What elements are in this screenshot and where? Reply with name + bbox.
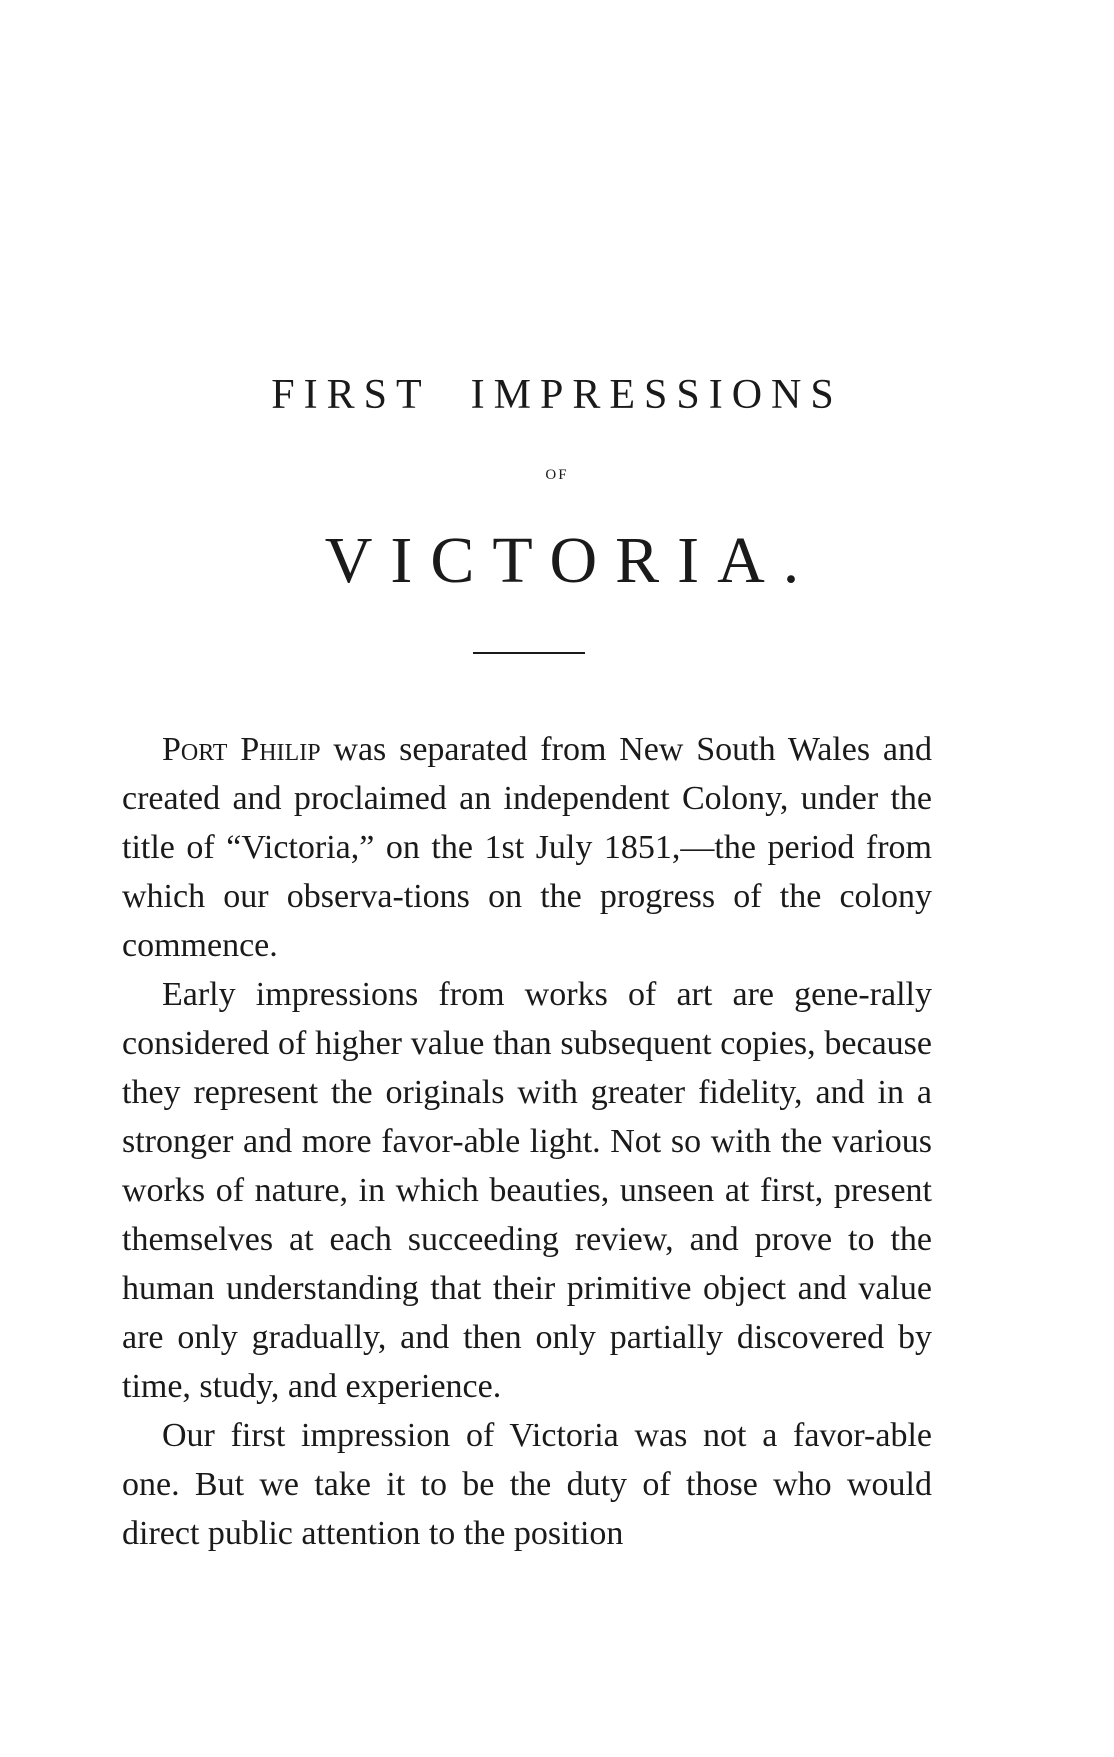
- title-rule-divider: [473, 652, 585, 654]
- title-of: OF: [545, 467, 569, 483]
- title-word-first: FIRST: [271, 372, 431, 418]
- title-word-impressions: IMPRESSIONS: [470, 372, 843, 418]
- title-first-impressions: [0, 374, 1114, 416]
- paragraph-2: Early impressions from works of art are gene-rally considered of higher value than subsequent copies, because they represent the originals with greater fidelity, and in a stronger and more favor-able light. Not so with the various works of nature, in which beauties, unseen at first, present themselves at each succeeding review, and prove to the human understanding that their primitive object and value are only gradually, and then only partially discovered by time, study, and experience.: [122, 976, 932, 1405]
- paragraph-1-lead-port: Port: [162, 731, 228, 768]
- title-victoria: VICTORIA.: [324, 524, 818, 597]
- paragraph-1: [122, 725, 932, 970]
- body-text: [122, 725, 932, 1558]
- paragraph-3: Our first impression of Victoria was not a favor-able one. But we take it to be the duty of those who would direct public attention to the position: [122, 1417, 932, 1552]
- paragraph-1-text: was separated from New South Wales and created and proclaimed an independent Colony, under the title of “Victoria,” on the 1st July 1851,—the period from which our observa-tions on the progress of the colony commence.: [122, 731, 932, 964]
- paragraph-1-lead-philip: Philip: [240, 731, 321, 768]
